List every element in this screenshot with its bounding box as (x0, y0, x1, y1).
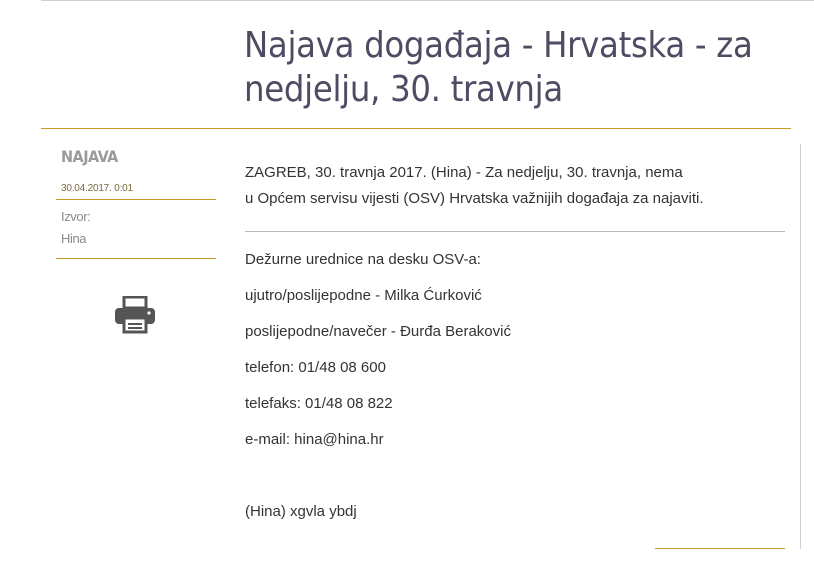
meta-divider (56, 199, 216, 200)
body-line-phone: telefon: 01/48 08 600 (245, 359, 386, 376)
print-icon[interactable] (114, 296, 158, 334)
article-lead (245, 160, 785, 212)
lead-line-1: ZAGREB, 30. travnja 2017. (Hina) - Za nedjelju, 30. travnja, nema (245, 164, 683, 181)
body-line-email: e-mail: hina@hina.hr (245, 431, 384, 448)
source-value: Hina (61, 231, 87, 246)
top-divider (41, 0, 814, 1)
article-meta (56, 146, 216, 259)
body-line-morning: ujutro/poslijepodne - Milka Ćurković (245, 287, 482, 304)
publish-date: 30.04.2017. 0:01 (61, 183, 133, 194)
right-border (800, 144, 801, 549)
page-title: Najava događaja - Hrvatska - za nedjelju, 30. travnja (244, 25, 753, 110)
bottom-divider (655, 548, 785, 549)
meta-divider-bottom (56, 258, 216, 259)
body-line-evening: poslijepodne/navečer - Đurđa Beraković (245, 323, 511, 340)
source-label: Izvor: (61, 209, 91, 224)
body-line-desk: Dežurne urednice na desku OSV-a: (245, 251, 481, 268)
content-divider (245, 231, 785, 232)
title-divider (41, 128, 791, 129)
category-label[interactable]: NAJAVA (61, 147, 118, 166)
signature: (Hina) xgvla ybdj (245, 503, 357, 520)
lead-line-2: u Općem servisu vijesti (OSV) Hrvatska važnijih događaja za najaviti. (245, 190, 704, 207)
body-line-fax: telefaks: 01/48 08 822 (245, 395, 393, 412)
print-icon-graphic (114, 296, 158, 334)
